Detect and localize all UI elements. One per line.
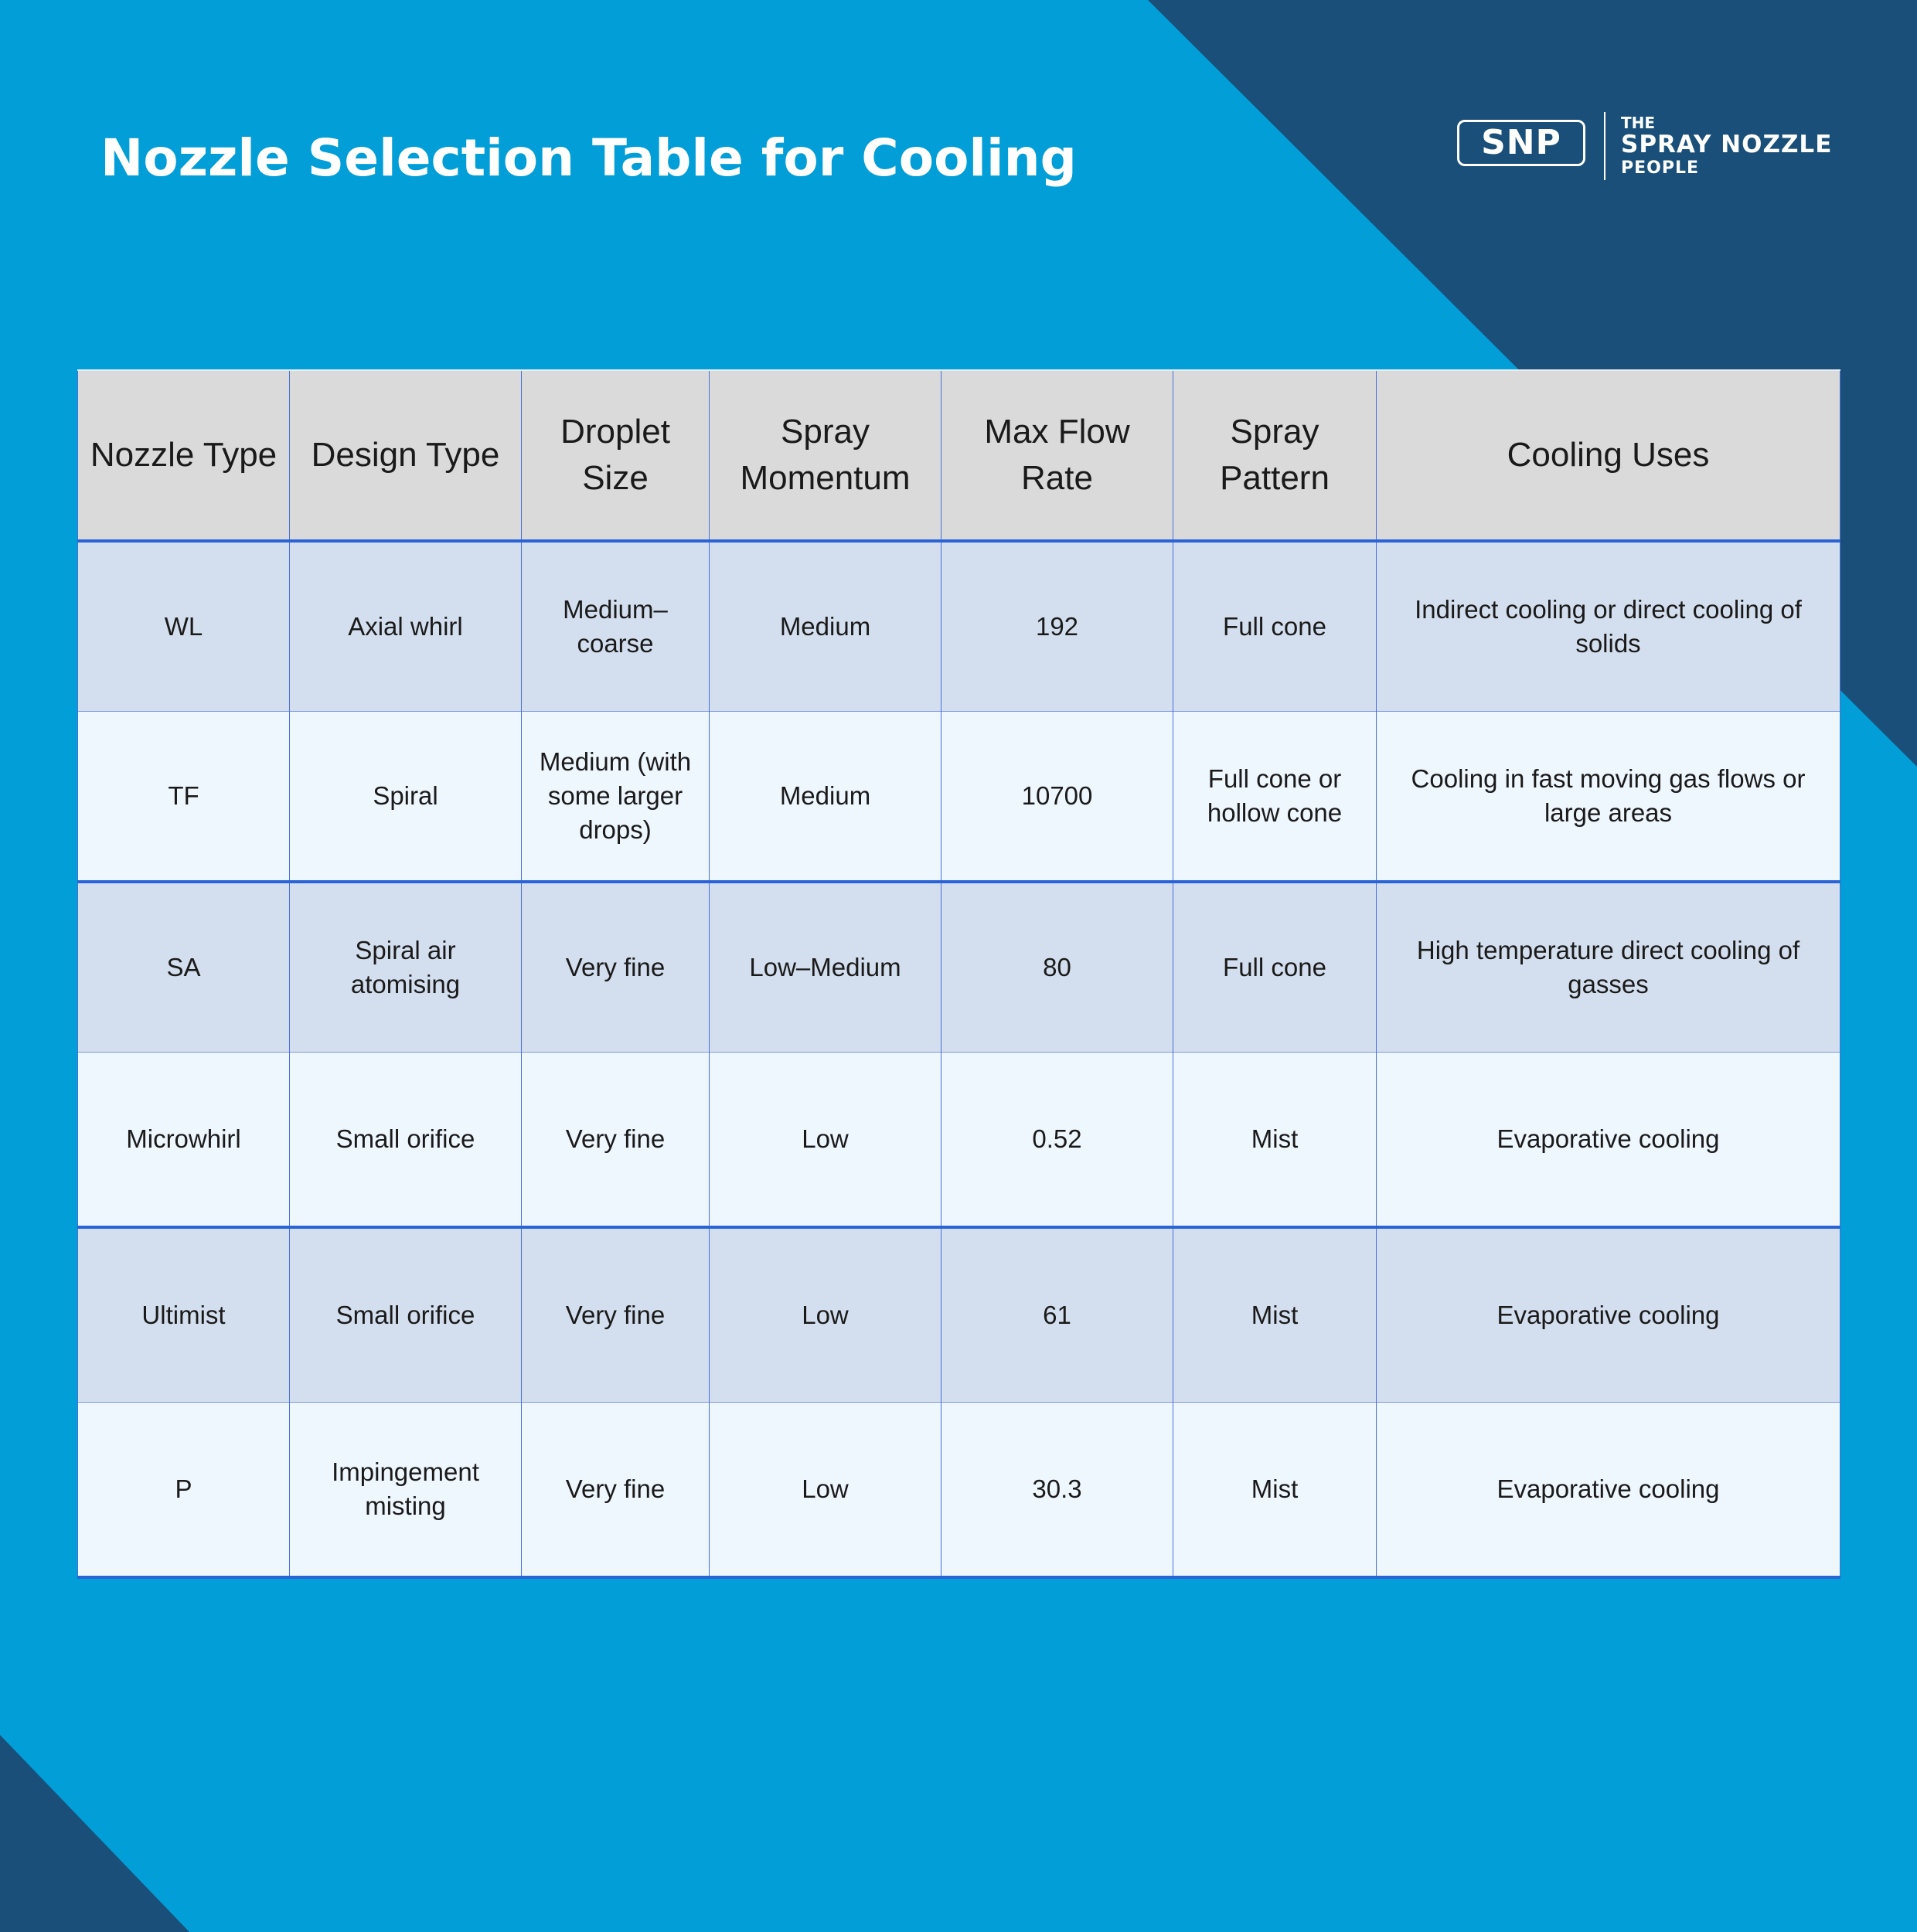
- logo-line-2: SPRAY NOZZLE: [1621, 131, 1833, 158]
- table-cell: 0.52: [941, 1053, 1173, 1228]
- table-cell: Full cone or hollow cone: [1173, 712, 1377, 883]
- table-row: [78, 1053, 1840, 1228]
- column-header: Nozzle Type: [78, 370, 290, 541]
- table-cell: Low: [710, 1227, 941, 1403]
- table-cell: Mist: [1173, 1403, 1377, 1578]
- logo-line-1: THE: [1621, 114, 1656, 132]
- table-cell: Small orifice: [290, 1227, 522, 1403]
- table-cell: Medium: [710, 541, 941, 712]
- bottom-left-dark-corner: [0, 1735, 189, 1932]
- column-header: Max Flow Rate: [941, 370, 1173, 541]
- table-cell: Indirect cooling or direct cooling of solids: [1377, 541, 1840, 712]
- table-cell: Axial whirl: [290, 541, 522, 712]
- nozzle-selection-table: [77, 369, 1840, 1579]
- table-row: [78, 1227, 1840, 1403]
- table-cell: WL: [78, 541, 290, 712]
- table-cell: Evaporative cooling: [1377, 1227, 1840, 1403]
- page-title: Nozzle Selection Table for Cooling: [100, 128, 1077, 188]
- table-cell: Evaporative cooling: [1377, 1053, 1840, 1228]
- company-logo: [1457, 112, 1844, 182]
- logo-badge: SNP: [1457, 120, 1585, 166]
- table-cell: Medium: [710, 712, 941, 883]
- table-cell: Very fine: [522, 882, 710, 1053]
- table-cell: Microwhirl: [78, 1053, 290, 1228]
- table-cell: 10700: [941, 712, 1173, 883]
- table-cell: Full cone: [1173, 882, 1377, 1053]
- table-cell: 80: [941, 882, 1173, 1053]
- table-cell: Small orifice: [290, 1053, 522, 1228]
- table-row: [78, 712, 1840, 883]
- table-cell: SA: [78, 882, 290, 1053]
- table-cell: Medium (with some larger drops): [522, 712, 710, 883]
- logo-line-3: PEOPLE: [1621, 158, 1700, 178]
- table-cell: Very fine: [522, 1053, 710, 1228]
- column-header: Design Type: [290, 370, 522, 541]
- table-row: [78, 1403, 1840, 1578]
- table-row: [78, 882, 1840, 1053]
- column-header: Spray Momentum: [710, 370, 941, 541]
- column-header: Droplet Size: [522, 370, 710, 541]
- table-cell: Cooling in fast moving gas flows or large areas: [1377, 712, 1840, 883]
- table-cell: Mist: [1173, 1053, 1377, 1228]
- table-cell: 30.3: [941, 1403, 1173, 1578]
- table-cell: P: [78, 1403, 290, 1578]
- table-cell: Full cone: [1173, 541, 1377, 712]
- column-header: Cooling Uses: [1377, 370, 1840, 541]
- table-cell: Spiral: [290, 712, 522, 883]
- table-cell: Low: [710, 1053, 941, 1228]
- table-cell: Very fine: [522, 1403, 710, 1578]
- table-header-row: [78, 370, 1840, 541]
- table-cell: 61: [941, 1227, 1173, 1403]
- table-cell: Medium–coarse: [522, 541, 710, 712]
- table-cell: Ultimist: [78, 1227, 290, 1403]
- table-cell: High temperature direct cooling of gasses: [1377, 882, 1840, 1053]
- table-cell: Mist: [1173, 1227, 1377, 1403]
- table-cell: Low–Medium: [710, 882, 941, 1053]
- logo-divider: [1604, 112, 1605, 180]
- table-cell: TF: [78, 712, 290, 883]
- table-cell: Evaporative cooling: [1377, 1403, 1840, 1578]
- column-header: Spray Pattern: [1173, 370, 1377, 541]
- table-cell: 192: [941, 541, 1173, 712]
- table-cell: Very fine: [522, 1227, 710, 1403]
- table-row: [78, 541, 1840, 712]
- table-cell: Low: [710, 1403, 941, 1578]
- table-cell: Impingement misting: [290, 1403, 522, 1578]
- nozzle-selection-table-container: [77, 369, 1840, 1579]
- table-cell: Spiral air atomising: [290, 882, 522, 1053]
